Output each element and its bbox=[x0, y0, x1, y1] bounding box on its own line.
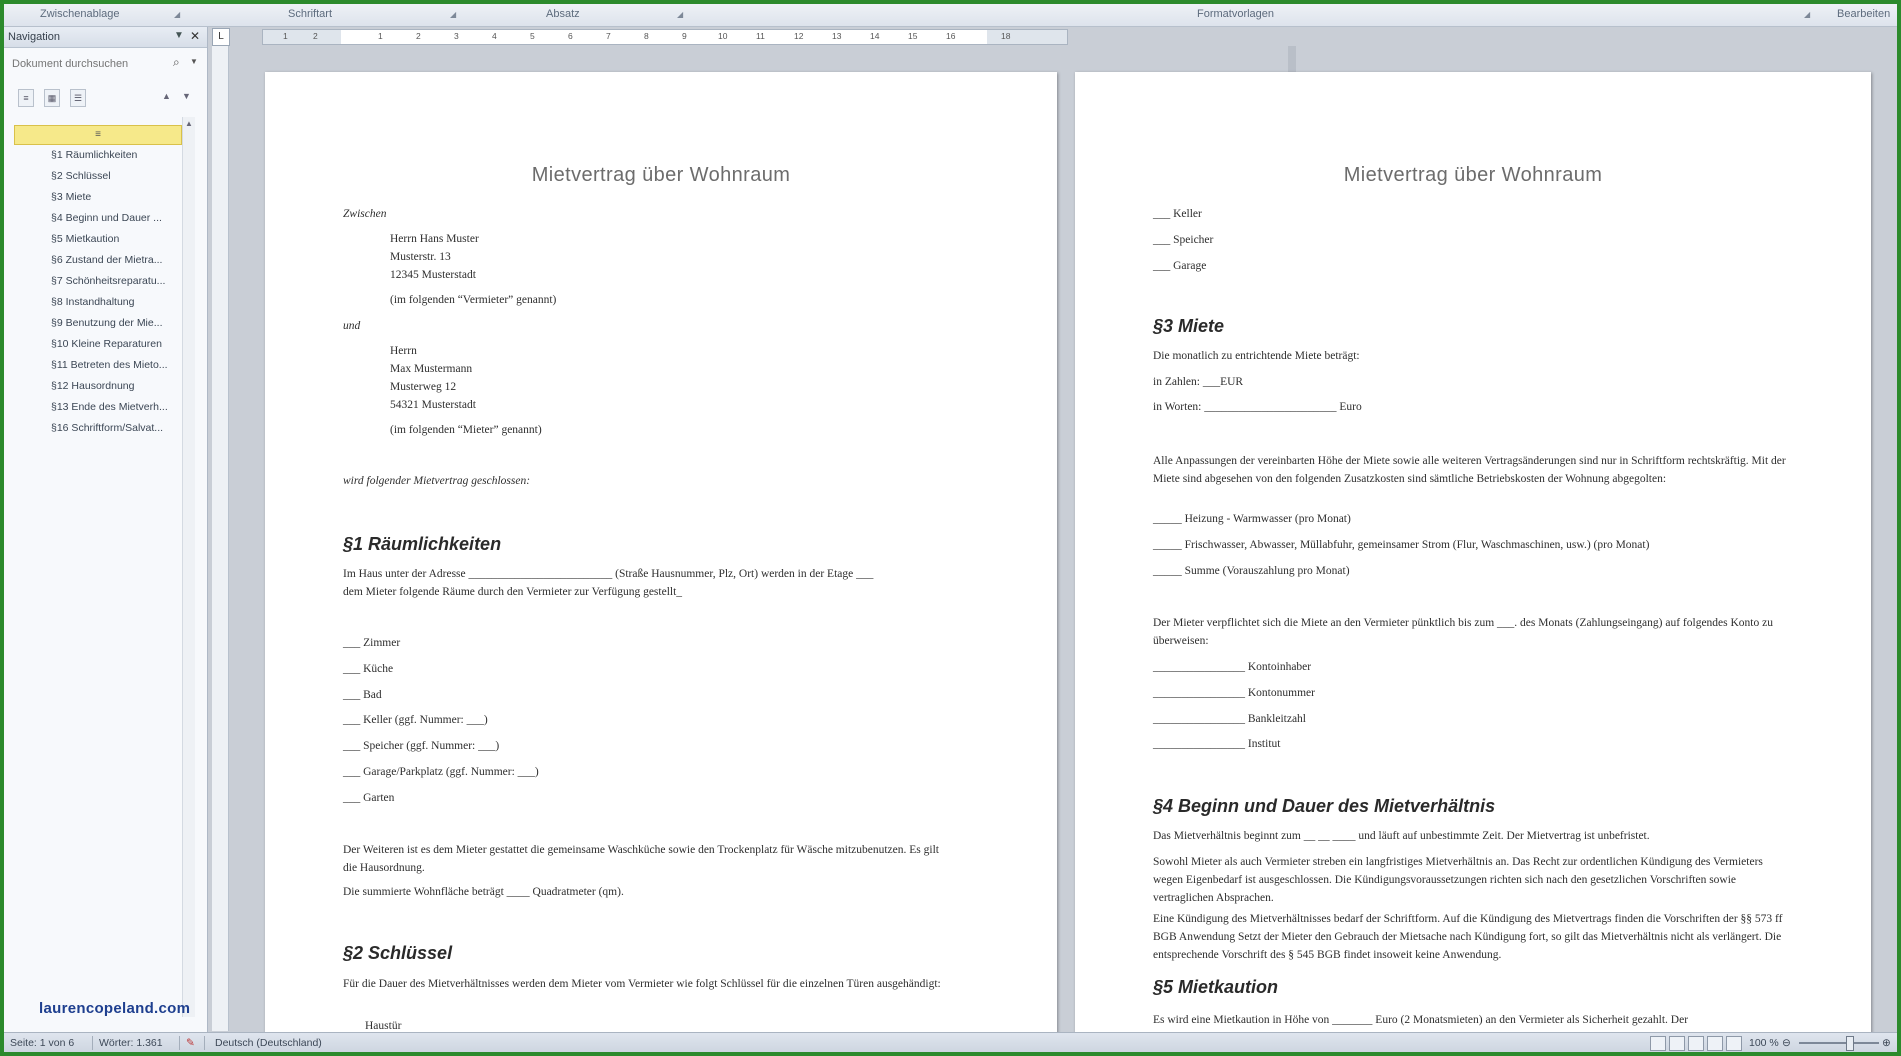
doc-text: Herrn bbox=[390, 345, 417, 357]
page-1[interactable] bbox=[265, 72, 1057, 1052]
page-2[interactable] bbox=[1075, 72, 1871, 1052]
doc-text: _____ Summe (Vorauszahlung pro Monat) bbox=[1153, 565, 1350, 577]
heading-item[interactable]: §9 Benutzung der Mie... bbox=[51, 317, 163, 329]
nav-scrollbar[interactable] bbox=[182, 117, 195, 1017]
doc-text: Das Mietverhältnis beginnt zum __ __ ____ und läuft auf unbestimmte Zeit. Der Mietvertrag ist unbefristet. bbox=[1153, 830, 1650, 842]
ruler-number: 2 bbox=[416, 31, 421, 41]
heading-item[interactable]: §16 Schriftform/Salvat... bbox=[51, 422, 164, 434]
doc-text: Max Mustermann bbox=[390, 363, 473, 375]
heading-item[interactable]: §11 Betreten des Mietο... bbox=[51, 359, 168, 371]
pages-view-icon[interactable]: ▦ bbox=[44, 89, 60, 107]
ruler-number: 5 bbox=[530, 31, 535, 41]
zoom-slider-thumb[interactable] bbox=[1846, 1036, 1854, 1051]
status-divider bbox=[204, 1036, 205, 1050]
heading-item[interactable]: §4 Beginn und Dauer ... bbox=[51, 212, 162, 224]
doc-paragraph: Der Mieter verpflichtet sich die Miete an den Vermieter pünktlich bis zum ___. des Monats (Zahlungseingang) auf folgendes Konto zu überweisen: bbox=[1153, 617, 1773, 647]
doc-text: Die summierte Wohnfläche beträgt ____ Quadratmeter (qm). bbox=[343, 886, 624, 898]
tab-selector[interactable]: L bbox=[212, 28, 230, 46]
vertical-ruler[interactable] bbox=[212, 46, 229, 1031]
clipboard-launcher-icon[interactable]: ◢ bbox=[174, 10, 181, 19]
ruler-number: 18 bbox=[1001, 31, 1011, 41]
results-view-icon[interactable]: ☰ bbox=[70, 89, 86, 107]
ruler-number: 4 bbox=[492, 31, 497, 41]
status-bar bbox=[4, 1032, 1897, 1052]
nav-view-tabs bbox=[14, 89, 194, 109]
heading-selected[interactable]: ≡ bbox=[14, 125, 182, 145]
next-heading-icon[interactable]: ▼ bbox=[182, 91, 191, 101]
ruler-number: 2 bbox=[313, 31, 318, 41]
heading-item[interactable]: §1 Räumlichkeiten bbox=[51, 149, 138, 161]
ruler-number: 6 bbox=[568, 31, 573, 41]
doc-text: wird folgender Mietvertrag geschlossen: bbox=[343, 475, 531, 487]
section-heading: §4 Beginn und Dauer des Mietverhältnis bbox=[1153, 796, 1496, 816]
zoom-slider[interactable] bbox=[1799, 1042, 1879, 1044]
search-icon[interactable]: ⌕ bbox=[173, 55, 180, 69]
group-paragraph: Absatz bbox=[546, 8, 580, 20]
zoom-out-icon[interactable]: ⊖ bbox=[1782, 1037, 1791, 1049]
ruler-number: 1 bbox=[283, 31, 288, 41]
styles-launcher-icon[interactable]: ◢ bbox=[1804, 10, 1811, 19]
headings-view-icon[interactable]: ≡ bbox=[18, 89, 34, 107]
doc-text: ___ Keller bbox=[1153, 208, 1202, 220]
doc-text: dem Mieter folgende Räume durch den Vermieter zur Verfügung gestellt_ bbox=[343, 586, 683, 598]
nav-options-icon[interactable]: ▼ bbox=[174, 30, 184, 41]
heading-item[interactable]: §10 Kleine Reparaturen bbox=[51, 338, 162, 350]
document-area bbox=[230, 46, 1895, 1032]
doc-text: ___ Küche bbox=[343, 663, 394, 675]
outline-icon[interactable] bbox=[1707, 1036, 1723, 1051]
status-divider bbox=[179, 1036, 180, 1050]
heading-item[interactable]: §13 Ende des Mietverh... bbox=[51, 401, 168, 413]
scroll-up-icon[interactable]: ▲ bbox=[185, 119, 193, 128]
web-layout-icon[interactable] bbox=[1688, 1036, 1704, 1051]
doc-text: ___ Garten bbox=[343, 792, 395, 804]
ribbon-group-labels bbox=[4, 4, 1897, 27]
zoom-in-icon[interactable]: ⊕ bbox=[1882, 1037, 1891, 1049]
doc-text: ___ Speicher (ggf. Nummer: ___) bbox=[343, 740, 500, 752]
page-title: Mietvertrag über Wohnraum bbox=[531, 164, 791, 186]
draft-icon[interactable] bbox=[1726, 1036, 1742, 1051]
doc-text: 54321 Musterstadt bbox=[390, 399, 476, 411]
status-divider bbox=[92, 1036, 93, 1050]
close-icon[interactable]: ✕ bbox=[190, 29, 201, 43]
doc-text: (im folgenden “Vermieter” genannt) bbox=[390, 294, 557, 306]
doc-text: _____ Heizung - Warmwasser (pro Monat) bbox=[1153, 513, 1351, 525]
heading-item[interactable]: §5 Mietkaution bbox=[51, 233, 120, 245]
doc-paragraph: Alle Anpassungen der vereinbarten Höhe der Miete sowie alle weiteren Vertragsänderungen sind nur in Schriftform rechtskräftig. Mit der Miete sind abgesehen von den folgenden Zusatzkosten sind sämtliche Betriebskosten der Wohnung abgegolten: bbox=[1153, 455, 1786, 485]
group-font: Schriftart bbox=[288, 8, 333, 20]
full-screen-icon[interactable] bbox=[1669, 1036, 1685, 1051]
doc-paragraph: Eine Kündigung des Mietverhältnisses bedarf der Schriftform. Auf die Kündigung des Mietvertrags finden die Vorschriften der §§ 573 ff BGB Anwendung Setzt der Mieter den Gebrauch der Mietsache nach Kündigung fort, so gilt das Mietverhältnis nicht als verlängert. Die entsprechende Vorschrift des § 545 BGB findet insoweit keine Anwendung. bbox=[1153, 913, 1783, 961]
doc-text: Es wird eine Mietkaution in Höhe von _______ Euro (2 Monatsmieten) an den Vermieter als Sicherheit gezahlt. Der bbox=[1153, 1014, 1689, 1026]
doc-text: in Zahlen: ___EUR bbox=[1153, 376, 1244, 388]
section-heading: §2 Schlüssel bbox=[343, 943, 453, 963]
ruler-number: 16 bbox=[946, 31, 956, 41]
ruler-number: 7 bbox=[606, 31, 611, 41]
doc-text: und bbox=[343, 320, 361, 332]
doc-paragraph: Für die Dauer des Mietverhältnisses werden dem Mieter vom Vermieter wie folgt Schlüssel für die einzelnen Türen ausgehändigt: bbox=[343, 978, 941, 990]
doc-paragraph: Sowohl Mieter als auch Vermieter streben ein langfristiges Mietverhältnis an. Das Recht zur ordentlichen Kündigung des Vermieters wegen Eigenbedarf ist ausgeschlossen. Die Kündigungsvoraussetzungen richten sich nach den gesetzlichen Vorschriften sowie vertraglichen Absprachen. bbox=[1153, 856, 1763, 904]
word-window bbox=[4, 4, 1897, 1052]
doc-text: Haustür bbox=[365, 1020, 402, 1032]
ruler-left-margin bbox=[263, 30, 341, 44]
ruler-number: 3 bbox=[454, 31, 459, 41]
doc-text: ________________ Kontoinhaber bbox=[1153, 661, 1312, 673]
ruler-number: 8 bbox=[644, 31, 649, 41]
doc-text: (im folgenden “Mieter” genannt) bbox=[390, 424, 542, 436]
doc-text: 12345 Musterstadt bbox=[390, 269, 476, 281]
section-heading: §5 Mietkaution bbox=[1153, 977, 1279, 997]
word-count[interactable]: Wörter: 1.361 bbox=[99, 1037, 163, 1049]
doc-text: ________________ Institut bbox=[1153, 738, 1281, 750]
doc-text: ________________ Kontonummer bbox=[1153, 687, 1315, 699]
doc-text: in Worten: _______________________ Euro bbox=[1153, 401, 1362, 413]
doc-text: ___ Garage/Parkplatz (ggf. Nummer: ___) bbox=[343, 766, 539, 778]
page-title: Mietvertrag über Wohnraum bbox=[1343, 164, 1603, 186]
font-launcher-icon[interactable]: ◢ bbox=[450, 10, 457, 19]
heading-item[interactable]: §3 Miete bbox=[51, 191, 92, 203]
nav-header bbox=[4, 27, 207, 48]
doc-text: Die monatlich zu entrichtende Miete beträgt: bbox=[1153, 350, 1360, 362]
heading-item[interactable]: §2 Schlüssel bbox=[51, 170, 111, 182]
search-options-icon[interactable]: ▼ bbox=[190, 57, 198, 66]
ruler-number: 9 bbox=[682, 31, 687, 41]
search-input[interactable] bbox=[12, 55, 162, 73]
doc-text: Herrn Hans Muster bbox=[390, 233, 479, 245]
proofing-icon[interactable]: ✎ bbox=[186, 1037, 195, 1049]
group-styles: Formatvorlagen bbox=[1197, 8, 1275, 20]
group-editing: Bearbeiten bbox=[1837, 8, 1891, 20]
group-clipboard: Zwischenablage bbox=[40, 8, 120, 20]
doc-text: ___ Zimmer bbox=[343, 637, 401, 649]
doc-text: Musterweg 12 bbox=[390, 381, 457, 393]
zoom-level[interactable]: 100 % bbox=[1749, 1037, 1779, 1049]
heading-item[interactable]: §6 Zustand der Mietra... bbox=[51, 254, 163, 266]
doc-text: ___ Garage bbox=[1153, 260, 1207, 272]
previous-heading-icon[interactable]: ▲ bbox=[162, 91, 171, 101]
paragraph-launcher-icon[interactable]: ◢ bbox=[677, 10, 684, 19]
heading-list bbox=[14, 125, 182, 439]
ruler-number: 14 bbox=[870, 31, 880, 41]
section-heading: §1 Räumlichkeiten bbox=[343, 534, 502, 554]
section-heading: §3 Miete bbox=[1153, 316, 1225, 336]
nav-title: Navigation bbox=[8, 31, 60, 43]
heading-item[interactable]: §8 Instandhaltung bbox=[51, 296, 135, 308]
ruler-number: 12 bbox=[794, 31, 804, 41]
heading-item[interactable]: §7 Schönheitsreparatu... bbox=[51, 275, 166, 287]
ruler-number: 11 bbox=[756, 31, 765, 41]
doc-text: Zwischen bbox=[343, 208, 387, 220]
doc-text: Im Haus unter der Adresse _________________________ (Straße Hausnummer, Plz, Ort) werden in der Etage ___ bbox=[343, 568, 874, 580]
ruler-number: 13 bbox=[832, 31, 842, 41]
ruler-number: 10 bbox=[718, 31, 728, 41]
nav-search bbox=[8, 55, 198, 75]
heading-item[interactable]: §12 Hausordnung bbox=[51, 380, 135, 392]
ruler-number: 1 bbox=[378, 31, 383, 41]
doc-text: ___ Speicher bbox=[1153, 234, 1214, 246]
doc-text: Musterstr. 13 bbox=[390, 251, 451, 263]
doc-paragraph: Der Weiteren ist es dem Mieter gestattet die gemeinsame Waschküche sowie den Trockenplatz für Wäsche mitzubenutzen. Es gilt die Hausordnung. bbox=[343, 844, 939, 874]
doc-text: _____ Frischwasser, Abwasser, Müllabfuhr, gemeinsamer Strom (Flur, Waschmaschinen, usw.) (pro Monat) bbox=[1153, 539, 1650, 551]
horizontal-ruler[interactable] bbox=[262, 29, 1068, 45]
ruler-right-margin bbox=[987, 30, 1067, 44]
print-layout-icon[interactable] bbox=[1650, 1036, 1666, 1051]
navigation-pane bbox=[4, 27, 208, 1032]
language[interactable]: Deutsch (Deutschland) bbox=[215, 1037, 322, 1049]
doc-text: ___ Bad bbox=[343, 689, 382, 701]
page-count[interactable]: Seite: 1 von 6 bbox=[10, 1037, 75, 1049]
watermark: laurencopeland.com bbox=[39, 1000, 191, 1017]
ruler-number: 15 bbox=[908, 31, 918, 41]
doc-text: ________________ Bankleitzahl bbox=[1153, 713, 1306, 725]
doc-text: ___ Keller (ggf. Nummer: ___) bbox=[343, 714, 488, 726]
